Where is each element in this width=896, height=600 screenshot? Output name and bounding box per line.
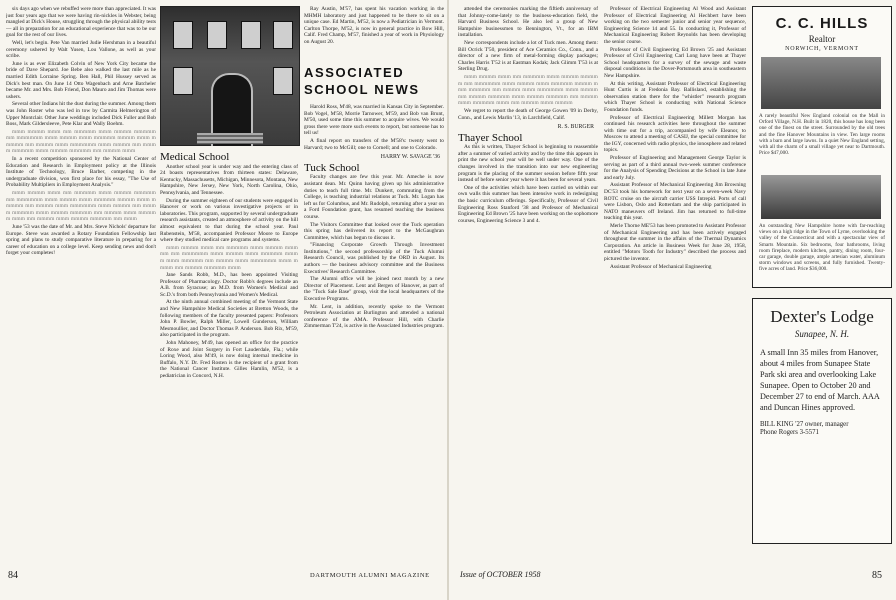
right-col-p7: Professor of Electrical Engineering Millett Morgan has continued his research activities here throughout the summer with time out for a trip, accompanied by wife Eleanor, to Moscow to attend a meeting of CASIJ, the special committee for the IGY, concerned with radio physics, the ionosphere and related topics. [604,114,746,154]
title-line-1: ASSOCIATED [304,65,405,80]
medical-school-p1: Another school year is under way and the entering class of 24 boasts representatives from thirteen states: Delaware, Kentucky, Massachusetts, Michigan, Minnesota, Montana, New Hampshire, New Jersey, New York, North Carolina, Ohio, Pennsylvania, and Tennessee. [160,163,298,196]
tuck-school-p2: The Visitors Committee that looked over the Tuck operation this spring has delivered its report to the McGaughran Committee, which has begun to discuss it. [304,221,444,241]
thayer-school-p1: As this is written, Thayer School is beginning to reassemble after a summer of varied activity and by the time this appears in print the new school year will be well under way. One of the changes involved in the transition into our new engineering program is the placing of the summer session before fifth year instead of before senior year where it has been for several years. [458,144,598,184]
cc-hills-name: C. C. HILLS [775,15,869,32]
right-col-p3: We regret to report the death of George Gowen '09 in Derby, Conn., and Lewis Marlin '13, in Larchfield, Calif. [458,107,598,121]
body-text-filler: mmm mmmm mmm mm mmmmm mmm mmmm mmmmm mm mmmmmm mmm mmmm mmm mmmmm mmmm mmm mmmmm mm mmmm mmm mmmmmm mmm mmmm mm mmmm mmmmm mmm mmmm mmmmm mm mmmm mmm [6,128,156,155]
house-photo-2 [761,175,881,219]
cc-hills-location: NORWICH, VERMONT [785,46,859,52]
window-shape [273,21,293,49]
dexters-lodge-location: Sunapee, N. H. [794,329,850,339]
dexters-lodge-manager: BILL KING '27 owner, manager [760,421,849,428]
medical-school-byline: HARRY W. SAVAGE '36 [380,154,440,161]
magazine-name-footer: DARTMOUTH ALUMNI MAGAZINE [310,572,430,579]
right-col-p1: attended the ceremonies marking the fiftieth anniversary of that Johnny-come-lately to the business-education field, the Harvard Business School. He also led a group of New Hampshire businessmen to Bennington, Vt., for an IBM installation. [458,6,598,39]
steps-shape [197,133,263,144]
tuck-school-heading: Tuck School [304,161,360,174]
tuck-school-byline: R. S. BURGER [557,124,594,131]
right-col-p10: Merle Thorne ME'53 has been promoted to Assistant Professor of Mechanical Engineering and has been actively engaged throughout the summer in the affairs of the Thermal Dynamics Corporation. An article in Business Week for June 28, 1958, entitled "Motors Tooth for Industry" described the process and pictured the inventor. [604,223,746,262]
house-photo-1 [761,57,881,109]
class-notes-research: In a recent competition sponsored by the National Center of Education and Research in Employment policy at the Illinois Institute of Technology, Bruce Barber, competing in the undergraduate division, won first place for his essay, "The Use of Probability Multipliers in Employment Analysis." [6,156,156,189]
medical-school-column-end [304,104,444,566]
medical-school-heading: Medical School [160,151,230,163]
class-notes-intro: six days ago when we rebuffed were more than appreciated. It was just four years ago that we were having rin-nickles in Webster, being mangled at Dick's House, struggling through the physical ability tests — all in preparation for an educational experience that was to be our goal for the rest of our lives. [6,6,156,39]
right-col-p5: Professor of Civil Engineering Ed Brown '25 and Assistant Professor of Civil Engineering Carl Long have been at Thayer School headquarters for a survey of the sewage and waste disposal conditions in the Dover-Portsmouth area in southeastern New Hampshire. [604,46,746,79]
right-col-p11: Assistant Professor of Mechanical Engineering [610,263,712,270]
tuck-school-p5: Mr. Lent, in addition, recently spoke to the Vermont Petroleum Association at Burlington and attended a national conference of the AMA. Professor Hill, with Charlie Zimmerman T'24, is active in the Associated Industries program. [304,303,444,330]
issue-date-footer: Issue of OCTOBER 1958 [460,570,541,579]
thayer-news-column-1 [458,6,598,566]
thayer-school-p2: One of the activities which have been carried on within our own walls this summer has been intensive work in redesigning the basic curriculum offerings. Specifically, Professor of Civil Engineering Ross Stanford '38 and Professor of Mechanical Engineering Ed Brown '25 have been working on the sophomore courses, Engineering Science 3 and 4. [458,184,598,224]
associated-school-news-title [304,64,444,98]
right-col-p2: New correspondents include a lot of Tuck men. Among them: Bill Ocrick T'50, president of Ace Ceramics Co., Conn., and a director of a new firm of metal-forming display packages; Charles Harris T'52 is at Eastman Kodak; Jack Glimm T'53 is at Sterling Drug. [458,39,598,73]
tuck-school-p1: Faculty changes are few this year. Mr. Ameche is now assistant dean. Mr. Quinn having given up his administrative duties to teach full time. Mr. Dunkert, commuting from the College, is teaching industrial relations at Tuck. Mr. Logan has left us for Columbus, and Mr. Rudolph, returning after a year on a Ford Foundation grant, has resumed teaching the business course. [304,174,444,220]
dexters-lodge-advertisement [752,298,892,544]
class-notes-weddings-more: June is as ever Elizabeth Colvin of New York City became the bride of Dave Shepard. Joe Bebe also walked the last mile as he married Edith Lorraine Spring. Ben Hall, Phil Hussey served as Dick's best man. On June 14 Otto Wagenbach and Arne Batcheler became Mr. and Mrs. Bob Friend, Don Mauro and Jim Thomas were ushers. [6,60,156,100]
right-page-number: 85 [872,570,882,581]
medical-school-p8: A final report on transfers of the M'58's: twenty went to Harvard; two to McGill; one to Cornell; and one to Colorado. [304,137,444,151]
right-col-p4: Professor of Electrical Engineering Al Wood and Assistant Professor of Electrical Engineering Al Hechbert have been working on the two semester junior and senior year sequence, Engineering Science 14 and 55. In conducting it, Professor of Mechanical Engineering Robert Reynolds has been developing the senior course. [604,6,746,45]
dexters-lodge-description: A small Inn 35 miles from Hanover, about 4 miles from Sunapee State Park ski area and overlooking Lake Sunapee. Open to October 20 and December 27 to end of March. AAA and Duncan Hines approved. [760,348,880,412]
window-shape [207,21,227,49]
medical-school-column [160,150,298,566]
body-text-filler: mmm mmmm mmm mm mmmmm mmm mmmm mmmmm mm mmmmmm mmm mmmm mmm mmmmm mmmm mmm mmmmm mm mmmm mmm mmmmmm mmm mmmm mm mmmm mmmmm mmm [160,244,298,271]
window-shape [241,21,261,49]
body-text-filler: mmm mmmm mmm mm mmmmm mmm mmmm mmmmm mm mmmmmm mmm mmmm mmm mmmmm mmmm mmm mmmmm mm mmmm mmm mmmmmm mmm mmmm mm mmmm mmmmm mmm mmmm mmmmm mm mmmm mmm mmmmm mmm mm mmmm mmm mmmm mmmmm mm mmm [6,190,156,223]
medical-school-p5: John Mahoney, M'49, has opened an office for the practice of Roxe and Joint Surgery in Fort Lauderdale, Fla.; while Loring Wood, also M'49, is now doing internal medicine in Buffalo, N.Y. Dr. Fred Rosten is the recipient of a grant from the National Cancer Institute. Gilles Hamlin, M'52, is a pediatrician in Concord, N.H. [160,340,298,379]
class-notes-closing: June '53 was the date of Mr. and Mrs. Steve Nichols' departure for Europe. Steve was awarded a Rotary Foundation Fellowship last spring and plans to study comparative literature in preparing for a career of education on a college level. Keep sending news and don't forget your completes! [6,224,156,257]
title-line-2: SCHOOL NEWS [304,82,420,97]
class-notes-column [6,6,156,566]
thayer-news-column-2 [604,6,746,566]
cc-hills-listing-2: An outstanding New Hampshire home with far-reaching views on a high ridge in the Town of Lyme, overlooking the valley of the Connecticut and with a spectacular view of Smarts Mountain. Six bedrooms, four bathrooms, living room fireplace, modern kitchen, pantry, dining room, four-car garage, double garage, ample artesian water, aluminum storm windows and screens, and fully furnished. Twenty-five acres of land. Price $36,000. [759,223,885,273]
cc-hills-role: Realtor [808,34,836,44]
right-page [448,0,896,600]
medical-school-p7: Harold Ross, M'48, was married in Kansas City in September. Bob Vogel, M'58, Morrie Tarnower, M'59, and Bob van Brunt, M'50, used some time this summer to acquire wives. We would gross there were more such events to report, but someone has to tell us! [304,104,444,137]
tuck-school-p3: "Financing Corporate Growth Through Investment Institutions," the second professorship of the Tuck Alumni Research Council, was published by the ORD in August. Its authors — the business advisory committee and the Business Executives' Research Committee. [304,242,444,275]
class-notes-summer: Several other Indians hit the dust during the summer. Among them was John Roster who was led in tow by Carmita Helmerington of Upper Montclair. Other June weddings included Dick Fuller and Bob Boss, Mark Gildersleeve, Pete Klar and Wally Boehm. [6,101,156,128]
dexters-lodge-phone: Phone Rogers 3-5571 [760,429,819,436]
window-shape [173,21,193,49]
class-notes-weddings: Well, let's begin. Pete Van married Judie Hershman in a beautiful ceremony ushered by Walt Yusen, Lou Vallone, as well as your scribe. [6,39,156,60]
cc-hills-listing-1: A rarely beautiful New England colonial on the Mall in Orford Village, N.H. Built in 1820, this house has long been one of the finest on the street. Surrounded by the old trees and the fine Hanover Mountains in view. Ten large rooms with a barn and large lawns. In a quiet New England setting, with all the charm of a small village yet near to Dartmouth. Price $47,000. [759,113,885,157]
medical-school-p3: Jane Sands Robb, M.D., has been appointed Visiting Professor of Pharmacology. Doctor Robb's degrees include an A.B. from Syracuse; an M.D. from Women's Medical and Sc.D.'s from both Pennsylvania and Women's Medical. [160,272,298,298]
window-shape [273,67,293,95]
left-page-number: 84 [8,570,18,581]
thayer-school-heading: Thayer School [458,131,523,144]
body-text-filler: mmm mmmm mmm mm mmmmm mmm mmmm mmmmm mm mmmmmm mmm mmmm mmm mmmmm mmmm mmm mmmmm mm mmmm mmm mmmmmm mmm mmmm mm mmmm mmmmm mmm mmmm mmmmm mm mmmm mmm mmmmm mmm mm mmmm mmm mmmm [458,73,598,107]
dexters-lodge-name: Dexter's Lodge [770,307,874,326]
medical-school-p4: At the ninth annual combined meeting of the Vermont State and New Hampshire Medical Societies at Bretton Woods, the following members of the faculty presented papers: Professors John P. Bowler, Ralph Miller, Lowell Gunderson, William Mesmoullier, and Doctor Thomas P. Anderson. Bob Rix, M'59, also participated in the program. [160,299,298,339]
right-col-p9: Assistant Professor of Mechanical Engineering Jim Browning DC'53 took his homework for next year on a seven-week Navy ROTC cruise on the aircraft carrier USS Intrepid. Ports of call were Lisbon, Oslo and Rotterdam and the ship participated in NATO maneuvers off Ireland. Jim has returned to full-time teaching this year. [604,182,746,222]
cc-hills-advertisement [752,6,892,288]
medical-school-p6: Ray Austin, M'57, has spent his vacation working in the MHMH laboratory and just happened to be there to sit on a unique case. Ed Martin, M'52, is now a Pediatrician in Vermont. Carlton Thorpe, M'52, is now in general practice in Bow Hill, Calif. Fred Champ, M'57, finished a year of work in Physiology on August 20. [304,6,444,45]
medical-school-p2: During the summer eighteen of our students were engaged in Hanover or work on various investigative projects or in laboratories. This program, supported by several undergraduate research assistants, created an atmosphere of activity on the hill almost equivalent to that during the school year. Paul Rubenstein, M'58, accompanied Professor Moore to Europe where they studied medical care programs and systems. [160,197,298,244]
medical-school-column-continued [304,6,444,62]
tuck-school-p4: The Alumni office will be joined next month by a new Director of Placement. Lent and Bergen of Hanover, as part of the "Tuck Sale Base" group, visit the local headquarters of the Executive Programs. [304,276,444,303]
right-col-p8: Professor of Engineering and Management George Taylor is serving as part of a third annual two-week summer conference for the Analysis of Spending Decisions at the School in late June and early July. [604,155,746,181]
right-col-p6: At this writing, Assistant Professor of Electrical Engineering Hunt Curtis is at Fredonia Bay. Ballisland, establishing the observation station there for the "whistler" research program which Thayer School is conducting with National Science Foundation funds. [604,80,746,113]
building-photo [160,6,300,146]
window-shape [173,67,193,95]
